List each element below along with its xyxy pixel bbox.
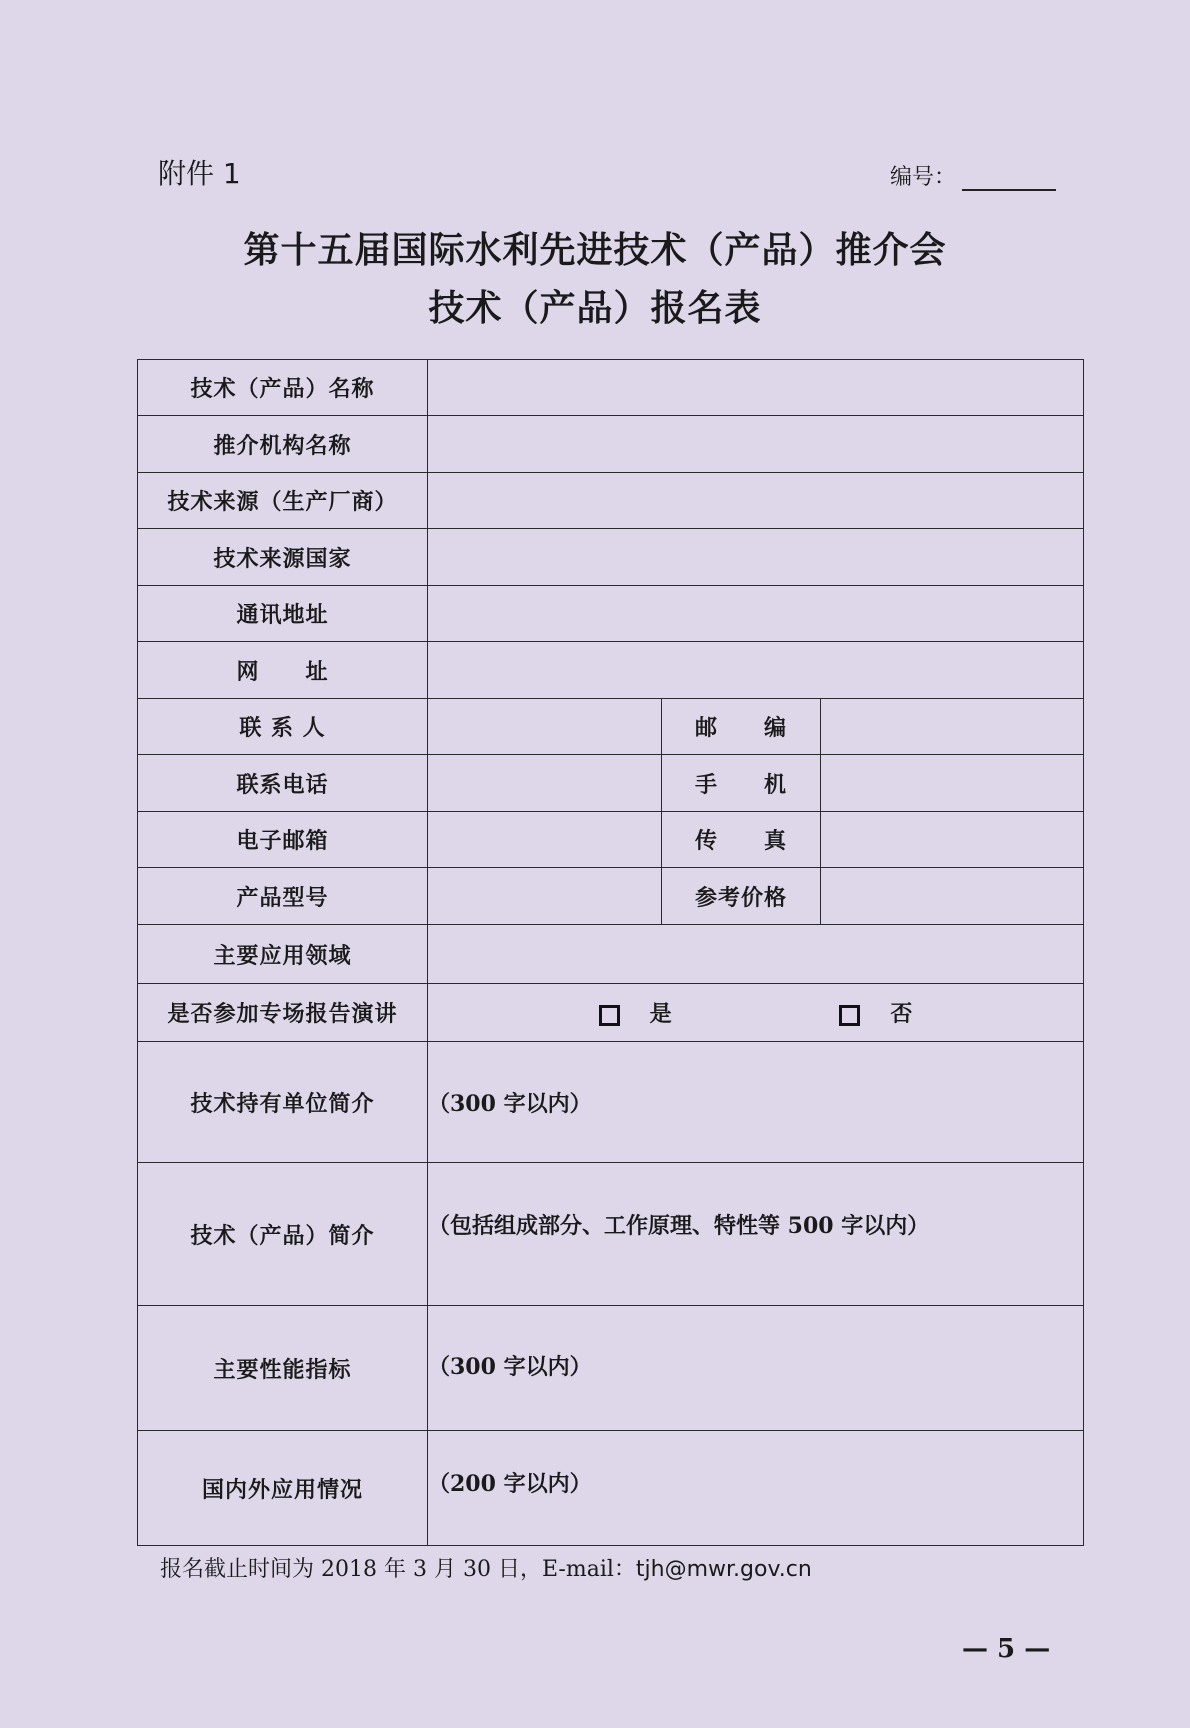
application-field-field[interactable] — [428, 925, 1084, 984]
postcode-label: 邮 编 — [662, 699, 821, 755]
form-row — [138, 925, 1084, 984]
model-field[interactable] — [428, 868, 662, 925]
form-row — [138, 416, 1084, 473]
mobile-field[interactable] — [821, 755, 1084, 812]
contact-email[interactable]: tjh@mwr.gov.cn — [635, 1557, 812, 1582]
form-row — [138, 812, 1084, 868]
org-name-label: 推介机构名称 — [138, 416, 428, 473]
product-intro-field[interactable]: （包括组成部分、工作原理、特性等 500 字以内） — [428, 1163, 1084, 1306]
email-label: 电子邮箱 — [138, 812, 428, 868]
registration-form — [137, 359, 1084, 1546]
form-row — [138, 642, 1084, 699]
yes-checkbox[interactable] — [599, 1005, 620, 1026]
no-label: 否 — [890, 1001, 913, 1027]
source-country-label: 技术来源国家 — [138, 529, 428, 586]
page-subtitle: 技术（产品）报名表 — [428, 288, 762, 329]
mobile-label: 手 机 — [662, 755, 821, 812]
ref-price-field[interactable] — [821, 868, 1084, 925]
form-row — [138, 473, 1084, 529]
serial-blank[interactable] — [962, 167, 1056, 191]
performance-field[interactable]: （300 字以内） — [428, 1306, 1084, 1431]
address-label: 通讯地址 — [138, 586, 428, 642]
address-field[interactable] — [428, 586, 1084, 642]
phone-label: 联系电话 — [138, 755, 428, 812]
product-intro-label: 技术（产品）简介 — [138, 1163, 428, 1306]
application-field-label: 主要应用领域 — [138, 925, 428, 984]
model-label: 产品型号 — [138, 868, 428, 925]
no-checkbox[interactable] — [839, 1005, 860, 1026]
form-row — [138, 1042, 1084, 1163]
form-row — [138, 1306, 1084, 1431]
usage-field[interactable]: （200 字以内） — [428, 1431, 1084, 1546]
form-row — [138, 360, 1084, 416]
form-row — [138, 699, 1084, 755]
yes-label: 是 — [649, 1001, 672, 1027]
form-row — [138, 1431, 1084, 1546]
form-row — [138, 868, 1084, 925]
page-title: 第十五届国际水利先进技术（产品）推介会 — [243, 230, 947, 271]
attachment-label: 附件 1 — [158, 157, 241, 190]
yes-option[interactable] — [599, 997, 672, 1028]
email-field[interactable] — [428, 812, 662, 868]
form-row — [138, 1163, 1084, 1306]
ref-price-label: 参考价格 — [662, 868, 821, 925]
serial-label: 编号： — [890, 165, 957, 190]
form-row — [138, 586, 1084, 642]
website-field[interactable] — [428, 642, 1084, 699]
contact-label: 联 系 人 — [138, 699, 428, 755]
fax-label: 传 真 — [662, 812, 821, 868]
usage-label: 国内外应用情况 — [138, 1431, 428, 1546]
form-row — [138, 984, 1084, 1042]
fax-field[interactable] — [821, 812, 1084, 868]
contact-field[interactable] — [428, 699, 662, 755]
deadline-text: 报名截止时间为 2018 年 3 月 30 日，E-mail： — [160, 1557, 636, 1582]
tech-source-field[interactable] — [428, 473, 1084, 529]
product-name-field[interactable] — [428, 360, 1084, 416]
no-option[interactable] — [839, 997, 912, 1028]
page-number: — 5 — — [962, 1634, 1051, 1664]
deadline-note — [160, 1552, 812, 1583]
org-name-field[interactable] — [428, 416, 1084, 473]
holder-intro-field[interactable]: （300 字以内） — [428, 1042, 1084, 1163]
postcode-field[interactable] — [821, 699, 1084, 755]
serial-number — [890, 160, 1056, 191]
source-country-field[interactable] — [428, 529, 1084, 586]
special-report-choice — [428, 984, 1084, 1042]
holder-intro-label: 技术持有单位简介 — [138, 1042, 428, 1163]
website-label: 网 址 — [138, 642, 428, 699]
phone-field[interactable] — [428, 755, 662, 812]
special-report-label: 是否参加专场报告演讲 — [138, 984, 428, 1042]
form-row — [138, 529, 1084, 586]
tech-source-label: 技术来源（生产厂商） — [138, 473, 428, 529]
product-name-label: 技术（产品）名称 — [138, 360, 428, 416]
performance-label: 主要性能指标 — [138, 1306, 428, 1431]
form-row — [138, 755, 1084, 812]
